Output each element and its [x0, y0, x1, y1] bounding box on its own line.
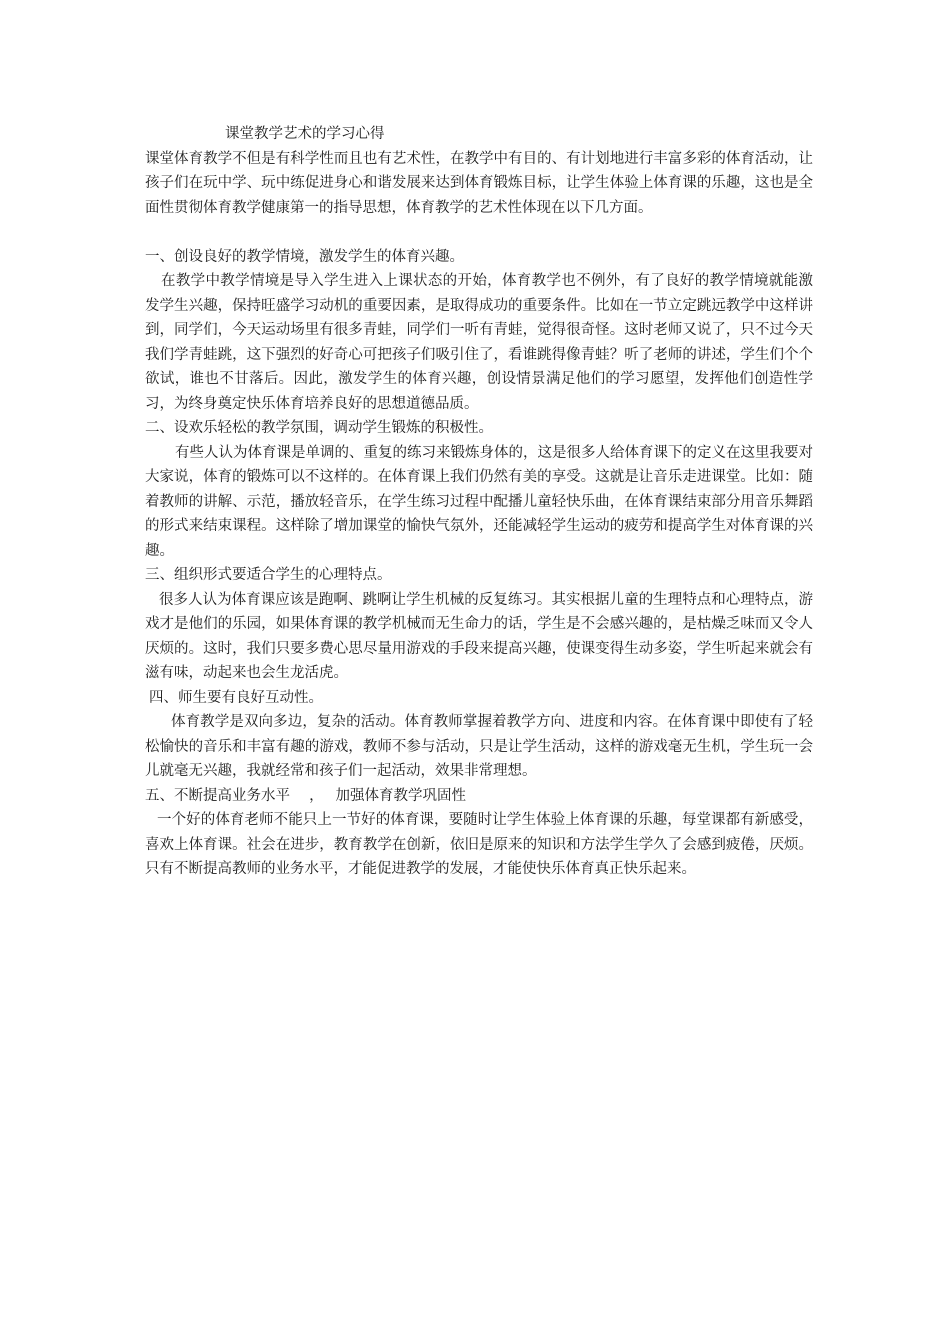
- document-title: 课堂教学艺术的学习心得: [225, 126, 385, 142]
- section-heading-3: 三、组织形式要适合学生的心理特点。: [145, 567, 392, 583]
- section-body-3: 很多人认为体育课应该是跑啊、跳啊让学生机械的反复练习。其实根据儿童的生理特点和心理特点，游戏才是他们的乐园，如果体育课的教学机械而无生命力的话，学生是不会感兴趣的，是枯燥乏味而又令人厌烦的。这时，我们只要多费心思尽量用游戏的手段来提高兴趣，使课变得生动多姿，学生听起来就会有滋有味，动起来也会生龙活虎。: [145, 591, 813, 681]
- intro-paragraph: 课堂体育教学不但是有科学性而且也有艺术性，在教学中有目的、有计划地进行丰富多彩的体育活动，让孩子们在玩中学、玩中练促进身心和谐发展来达到体育锻炼目标，让学生体验上体育课的乐趣，这也是全面性贯彻体育教学健康第一的指导思想，体育教学的艺术性体现在以下几方面。: [145, 150, 813, 216]
- section-body-1: 在教学中教学情境是导入学生进入上课状态的开始，体育教学也不例外，有了良好的教学情境就能激发学生兴趣，保持旺盛学习动机的重要因素，是取得成功的重要条件。比如在一节立定跳远教学中这样讲到，同学们，今天运动场里有很多青蛙，同学们一听有青蛙，觉得很奇怪。这时老师又说了，只不过今天我们学青蛙跳，这下强烈的好奇心可把孩子们吸引住了，看谁跳得像青蛙？听了老师的讲述，学生们个个欲试，谁也不甘落后。因此，激发学生的体育兴趣，创设情景满足他们的学习愿望，发挥他们创造性学习，为终身奠定快乐体育培养良好的思想道德品质。: [145, 273, 813, 412]
- section-heading-5: 五、不断提高业务水平 ， 加强体育教学巩固性: [145, 787, 466, 804]
- blank-line: [145, 220, 813, 245]
- document-body: [145, 122, 813, 882]
- section-body-2: 有些人认为体育课是单调的、重复的练习来锻炼身体的，这是很多人给体育课下的定义在这里我要对大家说，体育的锻炼可以不这样的。在体育课上我们仍然有美的享受。这就是让音乐走进课堂。比如：随着教师的讲解、示范，播放轻音乐，在学生练习过程中配播儿童轻快乐曲，在体育课结束部分用音乐舞蹈的形式来结束课程。这样除了增加课堂的愉快气氛外，还能减轻学生运动的疲劳和提高学生对体育课的兴趣。: [145, 444, 813, 559]
- section-heading-1: 一、创设良好的教学情境，激发学生的体育兴趣。: [145, 248, 464, 265]
- section-heading-4: 四、师生要有良好互动性。: [149, 689, 323, 706]
- section-body-4: 体育教学是双向多边，复杂的活动。体育教师掌握着教学方向、进度和内容。在体育课中即使有了轻松愉快的音乐和丰富有趣的游戏，教师不参与活动，只是让学生活动，这样的游戏毫无生机，学生玩一会儿就毫无兴趣，我就经常和孩子们一起活动，效果非常理想。: [145, 714, 813, 779]
- section-body-5: 一个好的体育老师不能只上一节好的体育课，要随时让学生体验上体育课的乐趣，每堂课都有新感受，喜欢上体育课。社会在进步，教育教学在创新，依旧是原来的知识和方法学生学久了会感到疲倦，厌烦。只有不断提高教师的业务水平，才能促进教学的发展，才能使快乐体育真正快乐起来。: [145, 812, 813, 877]
- section-heading-2: 二、设欢乐轻松的教学氛围，调动学生锻炼的积极性。: [145, 420, 493, 436]
